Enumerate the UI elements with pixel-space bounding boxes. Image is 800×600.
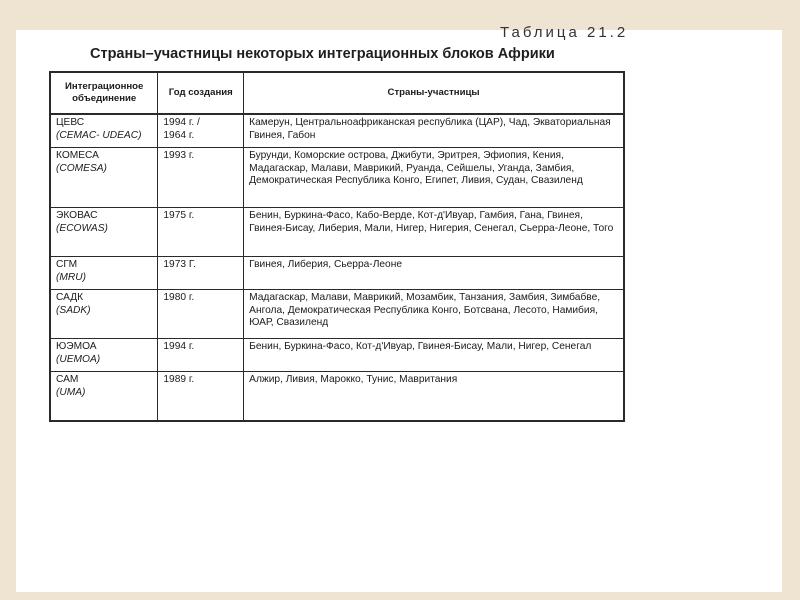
year-cell: 1989 г. [158, 372, 244, 422]
bloc-name-ru: СГМ [56, 259, 78, 270]
bloc-name-ru: ЦЕВС [56, 117, 85, 128]
table-row [50, 339, 624, 372]
members-cell: Бенин, Буркина-Фасо, Кабо-Верде, Кот-д'Ивуар, Гамбия, Гана, Гвинея, Гвинея-Бисау, Либерия, Мали, Нигер, Нигерия, Сенегал, Сьерра-Леоне, Того [244, 208, 624, 257]
bloc-name-ru: ЭКОВАС [56, 210, 98, 221]
bloc-name-ru: КОМЕСА [56, 150, 99, 161]
bloc-name-cell [50, 257, 158, 290]
table-row [50, 257, 624, 290]
slide-page [16, 24, 782, 592]
bloc-name-cell [50, 208, 158, 257]
bloc-name-en: (UMA) [56, 386, 86, 398]
members-cell: Бенин, Буркина-Фасо, Кот-д'Ивуар, Гвинея-Бисау, Мали, Нигер, Сенегал [244, 339, 624, 372]
year-cell: 1994 г. [158, 339, 244, 372]
integration-blocs-table [49, 71, 625, 422]
year-cell: 1980 г. [158, 290, 244, 339]
bloc-name-en: (CEMAC- UDEAC) [56, 129, 142, 141]
bloc-name-cell [50, 114, 158, 148]
table-row [50, 372, 624, 422]
members-cell: Мадагаскар, Малави, Маврикий, Мозамбик, Танзания, Замбия, Зимбабве, Ангола, Демократическая Республика Конго, Ботсвана, Лесото, Намибия, ЮАР, Свазиленд [244, 290, 624, 339]
column-header-bloc: Интеграционное объединение [50, 72, 158, 114]
table-row [50, 290, 624, 339]
year-cell: 1993 г. [158, 148, 244, 208]
table-header-row [50, 72, 624, 114]
column-header-year: Год создания [158, 72, 244, 114]
bloc-name-en: (ECOWAS) [56, 222, 108, 234]
year-cell: 1994 г. / 1964 г. [158, 114, 244, 148]
bloc-name-cell [50, 339, 158, 372]
bloc-name-en: (SADK) [56, 304, 91, 316]
members-cell: Бурунди, Коморские острова, Джибути, Эритрея, Эфиопия, Кения, Мадагаскар, Малави, Маврикий, Руанда, Сейшелы, Уганда, Замбия, Демократическая Республика Конго, Египет, Ливия, Судан, Свазиленд [244, 148, 624, 208]
column-header-members: Страны-участницы [244, 72, 624, 114]
bloc-name-en: (MRU) [56, 271, 86, 283]
members-cell: Алжир, Ливия, Марокко, Тунис, Мавритания [244, 372, 624, 422]
bloc-name-en: (UEMOA) [56, 353, 101, 365]
table-row [50, 114, 624, 148]
year-cell: 1973 Г. [158, 257, 244, 290]
bloc-name-cell [50, 372, 158, 422]
bloc-name-cell [50, 148, 158, 208]
year-cell: 1975 г. [158, 208, 244, 257]
bloc-name-cell [50, 290, 158, 339]
table-row [50, 148, 624, 208]
document-title: Страны–участницы некоторых интеграционных блоков Африки [90, 46, 555, 62]
bloc-name-ru: ЮЭМОА [56, 341, 97, 352]
members-cell: Камерун, Центральноафриканская республика (ЦАР), Чад, Экваториальная Гвинея, Габон [244, 114, 624, 148]
table-number: Таблица 21.2 [500, 24, 629, 41]
members-cell: Гвинея, Либерия, Сьерра-Леоне [244, 257, 624, 290]
bloc-name-ru: САМ [56, 374, 79, 385]
bloc-name-en: (COMESA) [56, 162, 107, 174]
table-row [50, 208, 624, 257]
bloc-name-ru: САДК [56, 292, 84, 303]
